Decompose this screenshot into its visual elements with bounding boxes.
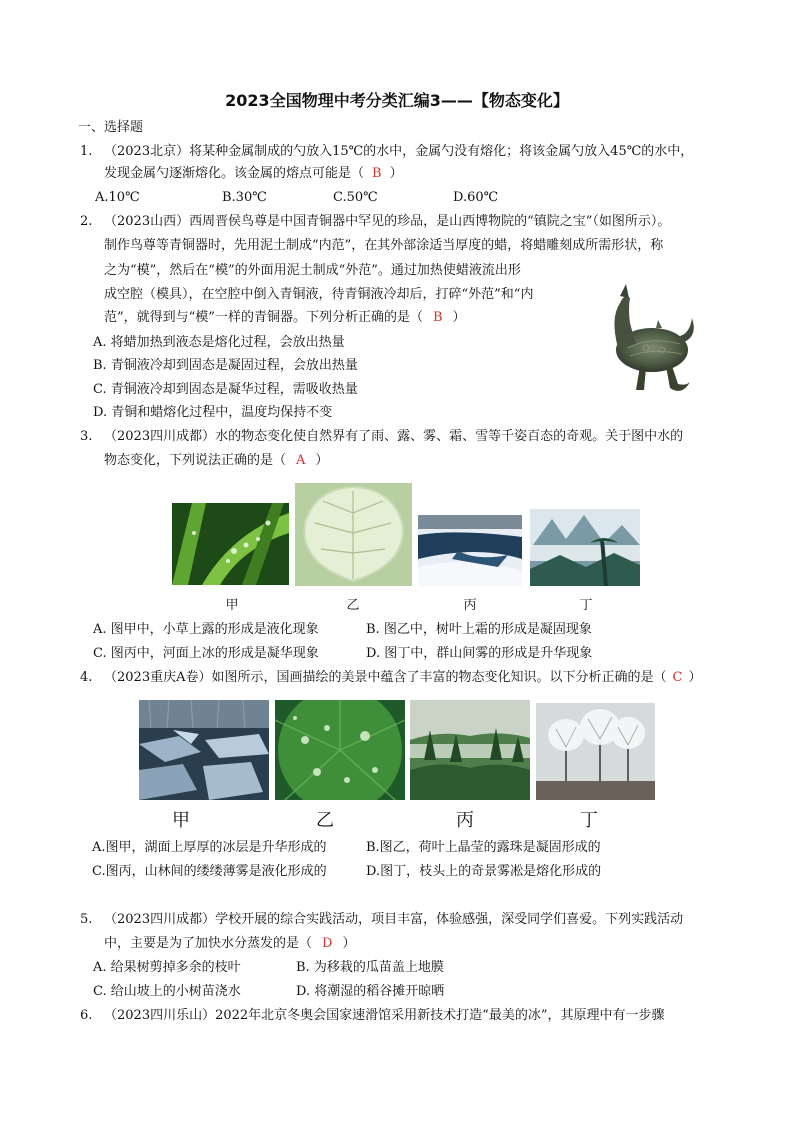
answer-mark: B	[372, 166, 382, 181]
question-text: （2023四川成都）学校开展的综合实践活动，项目丰富，体验感强，深受同学们喜爱。下列实践活动	[104, 912, 684, 927]
bird-zun-bronze-photo	[600, 278, 700, 403]
option-a: A. 给果树剪掉多余的枝叶	[93, 960, 241, 975]
question-text: 范”，就得到与“模”一样的青铜器。下列分析正确的是（ B ）	[104, 310, 466, 325]
option-c: C. 青铜液冷却到固态是凝华过程，需吸收热量	[93, 382, 358, 397]
option-d: D. 青铜和蜡熔化过程中，温度均保持不变	[93, 405, 333, 420]
question-text: 中，主要是为了加快水分蒸发的是（ D ）	[104, 936, 356, 951]
page-title: 2023全国物理中考分类汇编3——【物态变化】	[225, 91, 569, 110]
question-text: （2023四川成都）水的物态变化使自然界有了雨、露、雾、霜、雪等千姿百态的奇观。关于图中水的	[104, 429, 684, 444]
mountain-fog-photo	[530, 509, 640, 586]
frosted-leaf-photo	[295, 483, 412, 586]
option-c: C.50℃	[333, 190, 378, 205]
question-number: 1.	[80, 144, 93, 159]
question-text: 之为“模”，然后在“模”的外面用泥土制成“外范”。通过加热使蜡液流出形	[104, 263, 521, 278]
question-text: （2023北京）将某种金属制成的勺放入15℃的水中，金属勺没有熔化；将该金属勺放入45℃的水中，	[104, 144, 694, 159]
figure-caption-yi: 乙	[346, 598, 360, 613]
option-b: B.图乙，荷叶上晶莹的露珠是凝固形成的	[366, 840, 601, 855]
option-a: A.图甲，湖面上厚厚的冰层是升华形成的	[92, 840, 327, 855]
question-text: （2023四川乐山）2022年北京冬奥会国家速滑馆采用新技术打造“最美的冰”，其原理中有一步骤	[104, 1008, 665, 1023]
option-a: A. 图甲中，小草上露的形成是液化现象	[93, 622, 319, 637]
question-text: 制作鸟尊等青铜器时，先用泥土制成“内范”，在其外部涂适当厚度的蜡，将蜡雕刻成所需形状，称	[104, 238, 664, 253]
frozen-river-photo	[418, 515, 522, 586]
answer-mark: D	[322, 936, 333, 951]
option-b: B. 图乙中，树叶上霜的形成是凝固现象	[366, 622, 592, 637]
answer-mark: B	[432, 310, 443, 325]
rime-trees-photo	[536, 703, 655, 800]
option-b: B. 为移栽的瓜苗盖上地膜	[296, 960, 444, 975]
question-number: 3.	[80, 429, 93, 444]
option-d: D.60℃	[453, 190, 499, 205]
forest-mist-photo	[410, 700, 530, 800]
figure-caption-jia: 甲	[172, 810, 190, 831]
option-d: D. 图丁中，群山间雾的形成是升华现象	[366, 646, 593, 661]
figure-caption-bing: 丙	[456, 810, 474, 831]
option-d: D. 将潮湿的稻谷摊开晾晒	[296, 984, 445, 999]
question-number: 5.	[80, 912, 93, 927]
option-c: C.图丙，山林间的缕缕薄雾是液化形成的	[92, 864, 327, 879]
question-text: 成空腔（模具），在空腔中倒入青铜液，待青铜液冷却后，打碎“外范”和“内	[104, 287, 534, 302]
option-c: C. 给山坡上的小树苗浇水	[93, 984, 241, 999]
question-number: 2.	[80, 214, 93, 229]
option-b: B. 青铜液冷却到固态是凝固过程，会放出热量	[93, 358, 358, 373]
lotus-leaf-dew-photo	[275, 700, 405, 800]
figure-caption-yi: 乙	[316, 810, 334, 831]
grass-dew-photo	[172, 503, 289, 585]
question-text: 发现金属勺逐渐熔化。该金属的熔点可能是（ B ）	[104, 166, 403, 181]
option-a: A. 将蜡加热到液态是熔化过程，会放出热量	[93, 335, 345, 350]
question-text: （2023重庆A卷）如图所示，国画描绘的美景中蕴含了丰富的物态变化知识。以下分析正确的是（ C ）	[104, 670, 702, 685]
option-b: B.30℃	[222, 190, 267, 205]
question-text: （2023山西）西周晋侯鸟尊是中国青铜器中罕见的珍品，是山西博物院的“镇院之宝”（如图所示）。	[104, 214, 671, 229]
answer-mark: A	[296, 453, 306, 468]
option-c: C. 图丙中，河面上冰的形成是凝华现象	[93, 646, 319, 661]
question-text: 物态变化，下列说法正确的是（ A ）	[104, 453, 329, 468]
option-a: A.10℃	[95, 190, 140, 205]
question-number: 6.	[80, 1008, 93, 1023]
answer-mark: C	[672, 670, 683, 685]
figure-caption-jia: 甲	[225, 598, 239, 613]
figure-caption-ding: 丁	[579, 598, 593, 613]
question-number: 4.	[80, 670, 93, 685]
option-d: D.图丁，枝头上的奇景雾凇是熔化形成的	[366, 864, 602, 879]
figure-caption-ding: 丁	[580, 810, 598, 831]
figure-caption-bing: 丙	[463, 598, 477, 613]
lake-ice-photo	[139, 700, 269, 800]
section-heading: 一、选择题	[78, 120, 144, 135]
